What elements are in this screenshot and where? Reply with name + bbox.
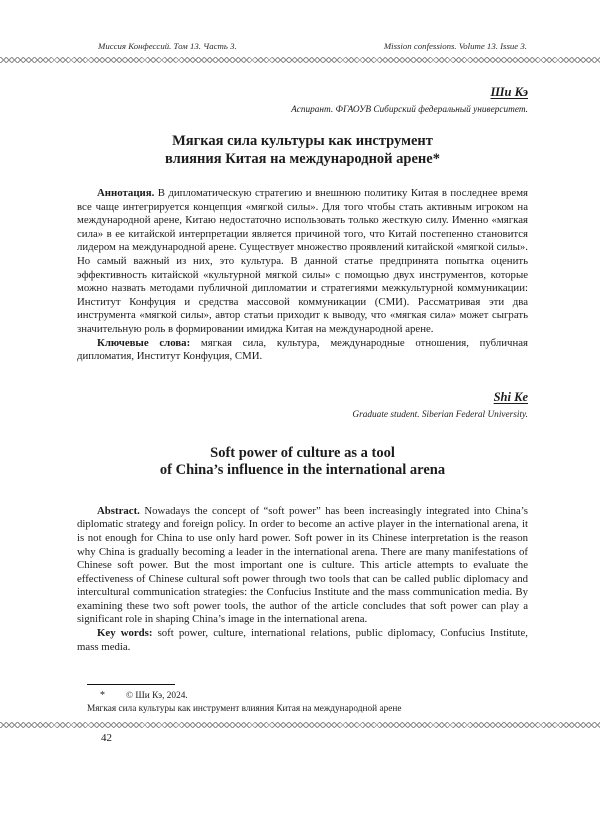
running-head bbox=[0, 0, 600, 52]
abstract-text-ru: В дипломатическую стратегию и внешнюю политику Китая в последнее время все чаще интегрируется концепция «мягкой силы». Для того чтобы стать активным игроком на международной арене, Китаю недостаточно использовать только жесткую силу. Именно «мягкая сила» в ее китайской интерпретации является причиной того, что Китай постепенно становится лидером на международной арене. Существует множество проявлений китайской «мягкой силы». Но самый важный из них, это культура. В данной статье предпринята попытка оценить эффективность китайской «культурной мягкой силы» с помощью двух инструментов, которые можно назвать методами публичной дипломатии и стратегиями межкультурной коммуникации: Институт Конфуция и средства массовой коммуникации (СМИ). Рассматривая эти два инструмента «мягкой силы», автор статьи приходит к выводу, что «мягкая сила» может сыграть значительную роль в формировании имиджа Китая на международной арене. bbox=[77, 187, 528, 335]
author-affiliation-ru: Аспирант. ФГАОУВ Сибирский федеральный университет. bbox=[291, 105, 528, 115]
page-content bbox=[0, 85, 600, 716]
abstract-label-ru: Аннотация. bbox=[97, 187, 155, 199]
footnote-separator-rule bbox=[87, 684, 175, 685]
keywords-label-ru: Ключевые слова: bbox=[97, 336, 191, 349]
article-title-ru: Мягкая сила культуры как инструмент влияния Китая на международной арене* bbox=[165, 133, 440, 167]
footnote-marker: * bbox=[100, 690, 105, 702]
footnote-copyright-line bbox=[77, 689, 528, 703]
abstract-text-en: Nowadays the concept of “soft power” has been increasingly integrated into China’s diplomatic strategy and foreign policy. In order to become an active player in the international arena, it is not enough for China to use only hard power. Soft power in its Chinese interpretation is the reason why China is gradually becoming a leader in the international arena. There are many manifestations of Chinese soft power. But the most important one is culture. This article attempts to evaluate the effectiveness of Chinese cultural soft power through two tools that can be called public diplomacy and intercultural communication strategies: the Confucius Institute and the mass communication media. By examining these two soft power tools, the author of the article concludes that soft power can play a significant role in shaping China’s image in the international arena. bbox=[77, 504, 528, 626]
keywords-ru bbox=[77, 337, 528, 364]
running-head-right: Mission confessions. Volume 13. Issue 3. bbox=[383, 41, 527, 51]
abstract-label-en: Abstract. bbox=[97, 504, 140, 517]
keywords-en bbox=[77, 627, 528, 654]
decorative-chain-rule-bottom bbox=[0, 722, 600, 728]
author-name-en bbox=[77, 390, 528, 405]
author-affiliation-en: Graduate student. Siberian Federal University. bbox=[352, 409, 528, 420]
page-number: 42 bbox=[101, 732, 112, 745]
keywords-label-en: Key words: bbox=[97, 627, 153, 640]
running-head-left: Миссия Конфессий. Том 13. Часть 3. bbox=[98, 41, 237, 51]
keywords-text-ru: мягкая сила, культура, международные отношения, публичная дипломатия, Институт Конфуция, СМИ. bbox=[77, 336, 528, 363]
footnote bbox=[77, 684, 528, 716]
footnote-copyright: © Ши Кэ, 2024. bbox=[126, 691, 188, 702]
footnote-article-title: Мягкая сила культуры как инструмент влияния Китая на международной арене bbox=[87, 704, 402, 715]
author-name-en-text: Shi Ke bbox=[493, 389, 528, 404]
article-title-en: Soft power of culture as a tool of China’s influence in the international arena bbox=[159, 444, 446, 479]
author-name-ru bbox=[77, 85, 528, 100]
abstract-ru bbox=[77, 187, 528, 337]
author-name-ru-text: Ши Кэ bbox=[490, 85, 528, 99]
keywords-text-en: soft power, culture, international relations, public diplomacy, Confucius Institute, mass media. bbox=[77, 627, 528, 653]
abstract-en bbox=[77, 505, 528, 627]
decorative-chain-rule-top bbox=[0, 57, 600, 63]
